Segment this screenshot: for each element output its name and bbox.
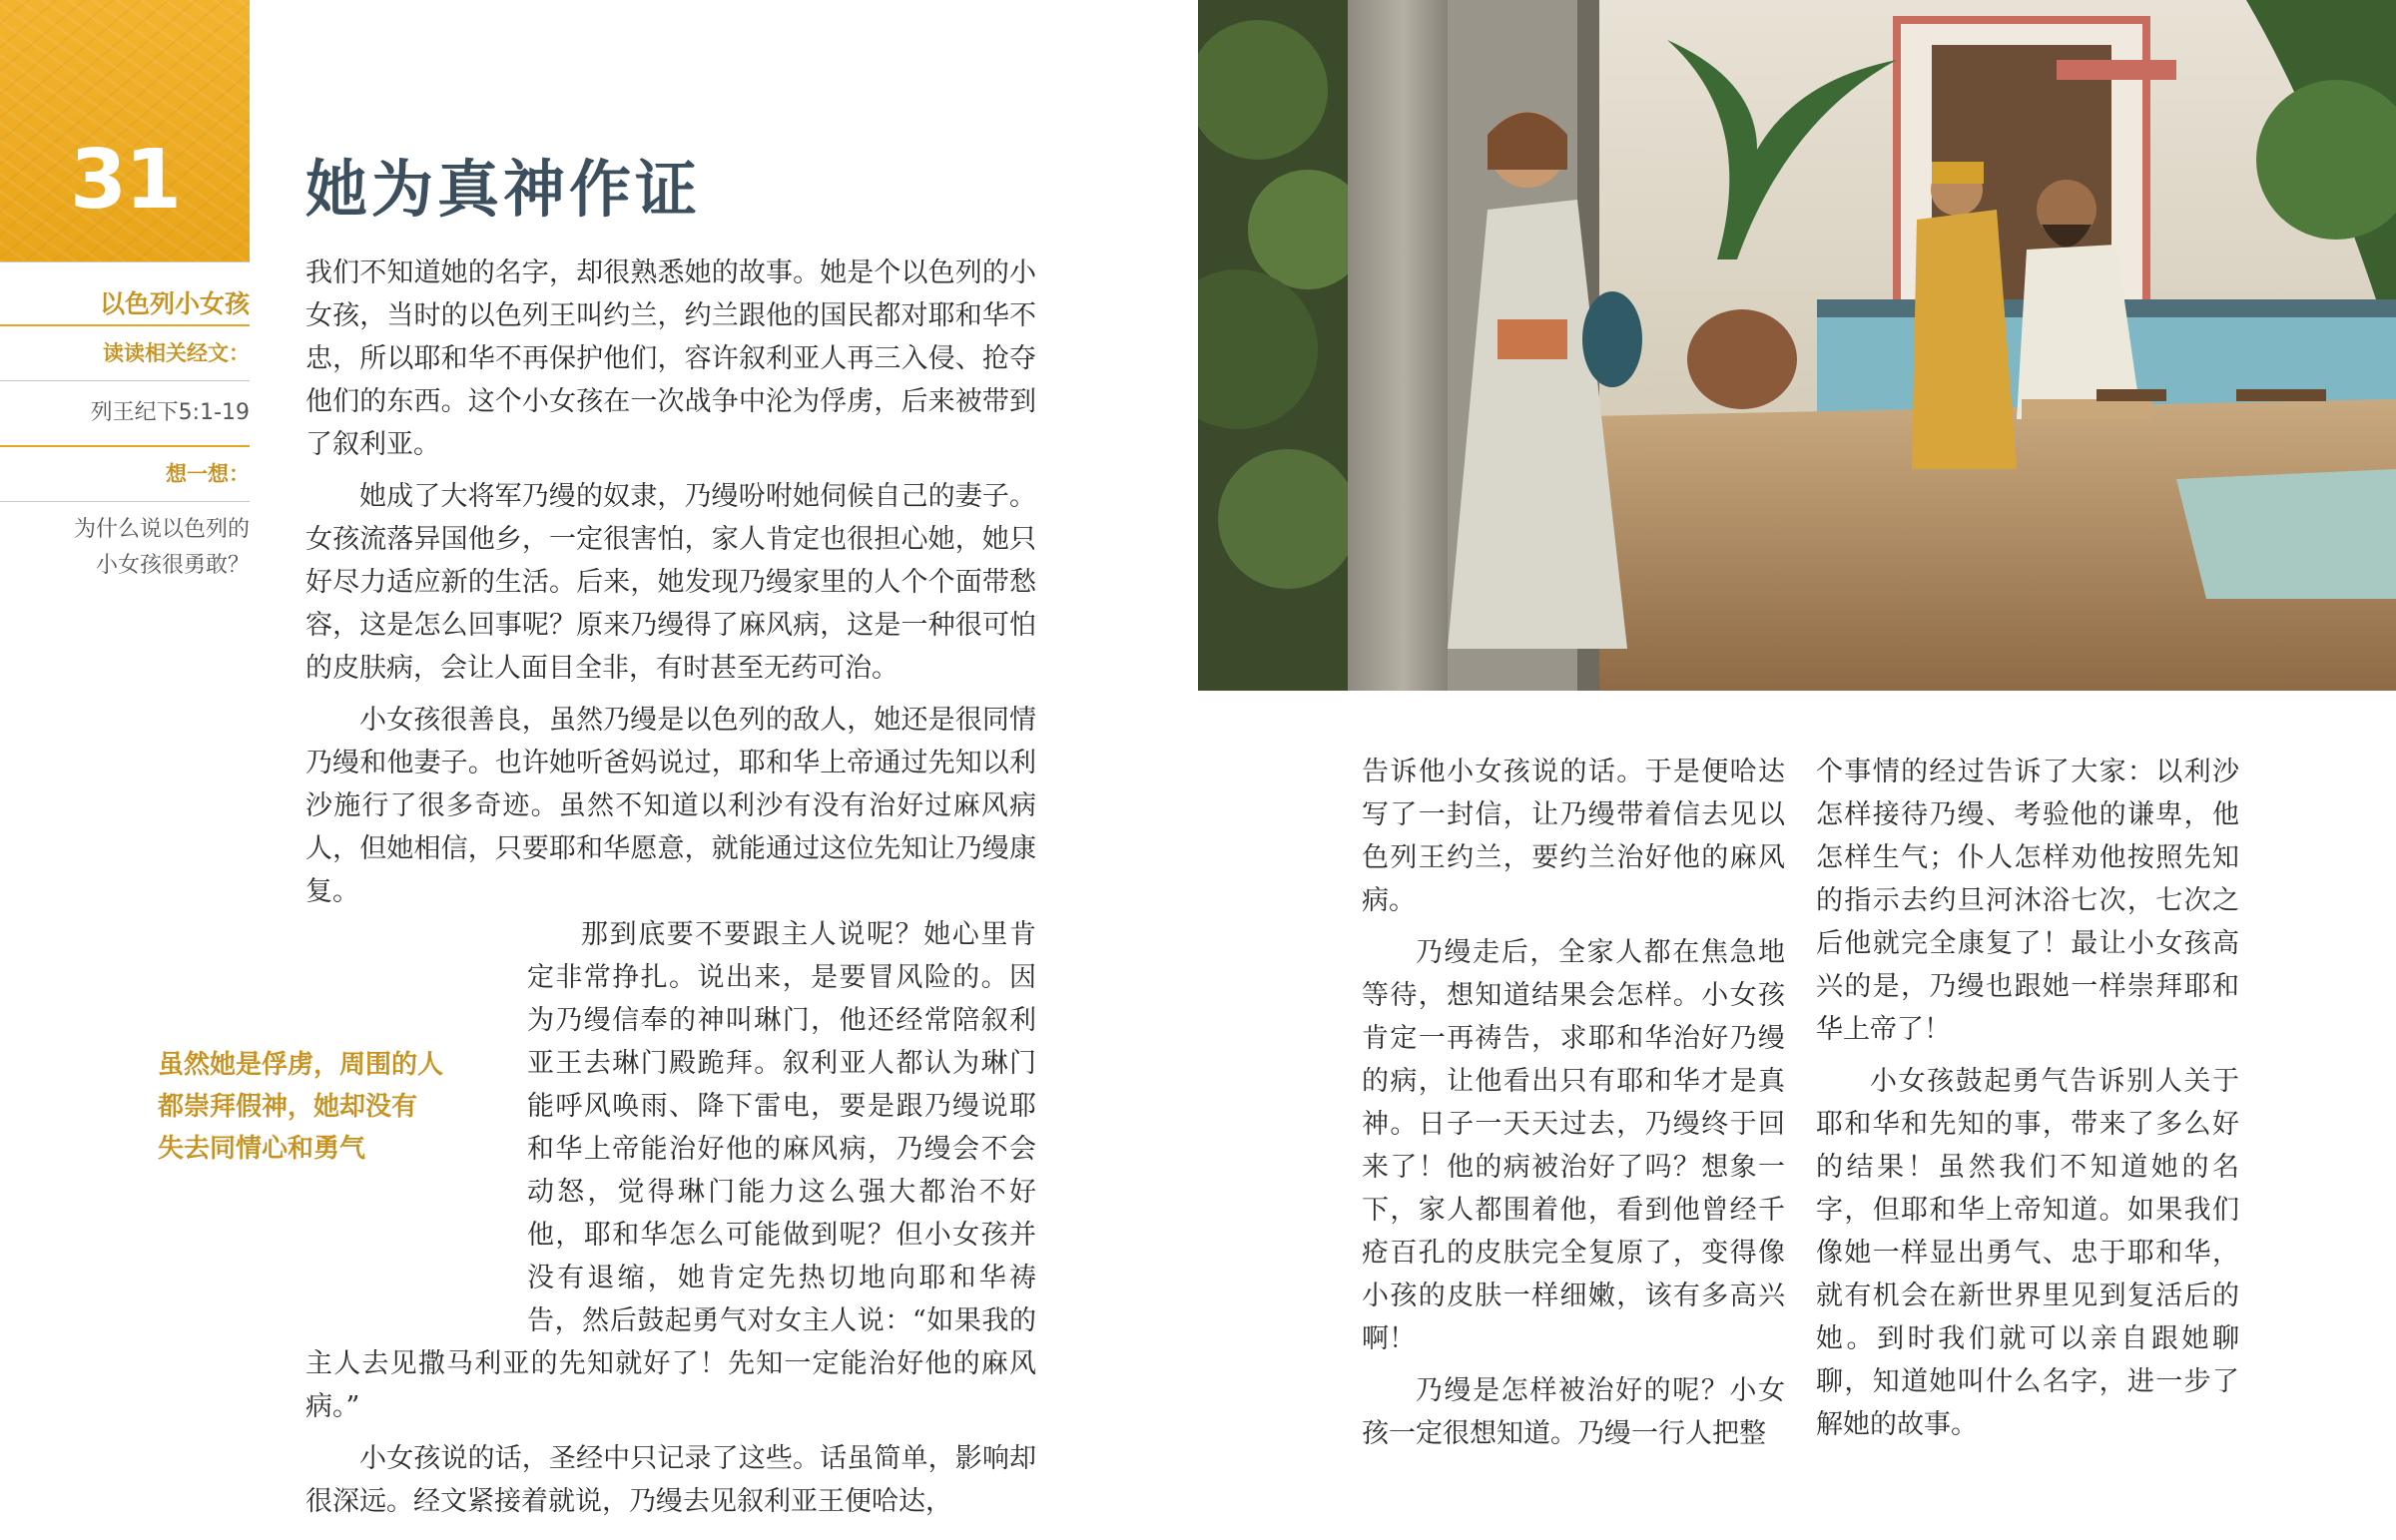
think-question <box>0 502 250 598</box>
illustration <box>1198 0 2396 691</box>
think-label: 想一想： <box>166 462 250 486</box>
body-column-middle <box>1362 751 1785 1455</box>
paragraph: 她成了大将军乃缦的奴隶，乃缦吩咐她伺候自己的妻子。女孩流落异国他乡，一定很害怕，家人肯定也很担心她，她只好尽力适应新的生活。后来，她发现乃缦家里的人个个面带愁容，这是怎么回事呢？原来乃缦得了麻风病，这是一种很可怕的皮肤病，会让人面目全非，有时甚至无药可治。 <box>305 481 1036 684</box>
paragraph: 告诉他小女孩说的话。于是便哈达写了一封信，让乃缦带着信去见以色列王约兰，要约兰治好他的麻风病。 <box>1362 757 1785 916</box>
chapter-number: 31 <box>69 133 181 228</box>
pull-quote-line: 都崇拜假神，她却没有 <box>158 1092 418 1122</box>
sidebar <box>0 261 250 598</box>
chapter-badge <box>0 0 250 261</box>
body-column-right <box>1816 751 2239 1446</box>
paragraph: 乃缦是怎样被治好的呢？小女孩一定很想知道。乃缦一行人把整 <box>1362 1375 1785 1449</box>
sidebar-title: 以色列小女孩 <box>99 289 250 318</box>
think-question-line: 小女孩很勇敢？ <box>95 553 250 578</box>
paragraph: 小女孩鼓起勇气告诉别人关于耶和华和先知的事，带来了多么好的结果！虽然我们不知道她的名字，但耶和华上帝知道。如果我们像她一样显出勇气、忠于耶和华，就有机会在新世界里见到复活后的她。到时我们就可以亲自跟她聊聊，知道她叫什么名字，进一步了解她的故事。 <box>1816 1066 2239 1440</box>
page-title: 她为真神作证 <box>305 153 702 226</box>
paragraph: 个事情的经过告诉了大家：以利沙怎样接待乃缦、考验他的谦卑，他怎样生气；仆人怎样劝他按照先知的指示去约旦河沐浴七次，七次之后他就完全康复了！最让小女孩高兴的是，乃缦也跟她一样崇拜耶和华上帝了！ <box>1816 757 2239 1045</box>
paragraph: 乃缦走后，全家人都在焦急地等待，想知道结果会怎样。小女孩肯定一再祷告，求耶和华治好乃缦的病，让他看出只有耶和华才是真神。日子一天天过去，乃缦终于回来了！他的病被治好了吗？想象一下，家人都围着他，看到他曾经千疮百孔的皮肤完全复原了，变得像小孩的皮肤一样细嫩，该有多高兴啊！ <box>1362 937 1785 1354</box>
think-question-line: 为什么说以色列的 <box>73 517 250 542</box>
pull-quote-line: 失去同情心和勇气 <box>158 1134 366 1164</box>
paragraph: 小女孩说的话，圣经中只记录了这些。话虽简单，影响却很深远。经文紧接着就说，乃缦去见叙利亚王便哈达， <box>305 1443 1036 1517</box>
pull-quote-spacer <box>305 1008 527 1311</box>
paragraph: 小女孩很善良，虽然乃缦是以色列的敌人，她还是很同情乃缦和他妻子。也许她听爸妈说过，耶和华上帝通过先知以利沙施行了很多奇迹。虽然不知道以利沙有没有治好过麻风病人，但她相信，只要耶和华愿意，就能通过这位先知让乃缦康复。 <box>305 705 1036 907</box>
read-scripture-label: 读读相关经文： <box>103 341 250 365</box>
paragraph: 那到底要不要跟主人说呢？她心里肯定非常挣扎。说出来，是要冒风险的。因为乃缦信奉的神叫琳门，他还经常陪叙利亚王去琳门殿跪拜。叙利亚人都认为琳门能呼风唤雨、降下雷电，要是跟乃缦说耶和华上帝能治好他的麻风病，乃缦会不会动怒，觉得琳门能力这么强大都治不好他，耶和华怎么可能做到呢？但小女孩并没有退缩，她肯定先热切地向耶和华祷告，然后鼓起勇气对女主人说：“如果我的主人去见撒马利亚的先知就好了！先知一定能治好他的麻风病。” <box>305 919 1036 1422</box>
pull-quote-line: 虽然她是俘虏，周围的人 <box>158 1050 444 1080</box>
paragraph: 我们不知道她的名字，却很熟悉她的故事。她是个以色列的小女孩，当时的以色列王叫约兰，约兰跟他的国民都对耶和华不忠，所以耶和华不再保护他们，容许叙利亚人再三入侵、抢夺他们的东西。这个小女孩在一次战争中沦为俘虏，后来被带到了叙利亚。 <box>305 257 1036 460</box>
body-column-left <box>305 252 1036 1523</box>
illustration-scene <box>1198 0 2396 691</box>
scripture-reference: 列王纪下5:1-19 <box>90 400 250 425</box>
